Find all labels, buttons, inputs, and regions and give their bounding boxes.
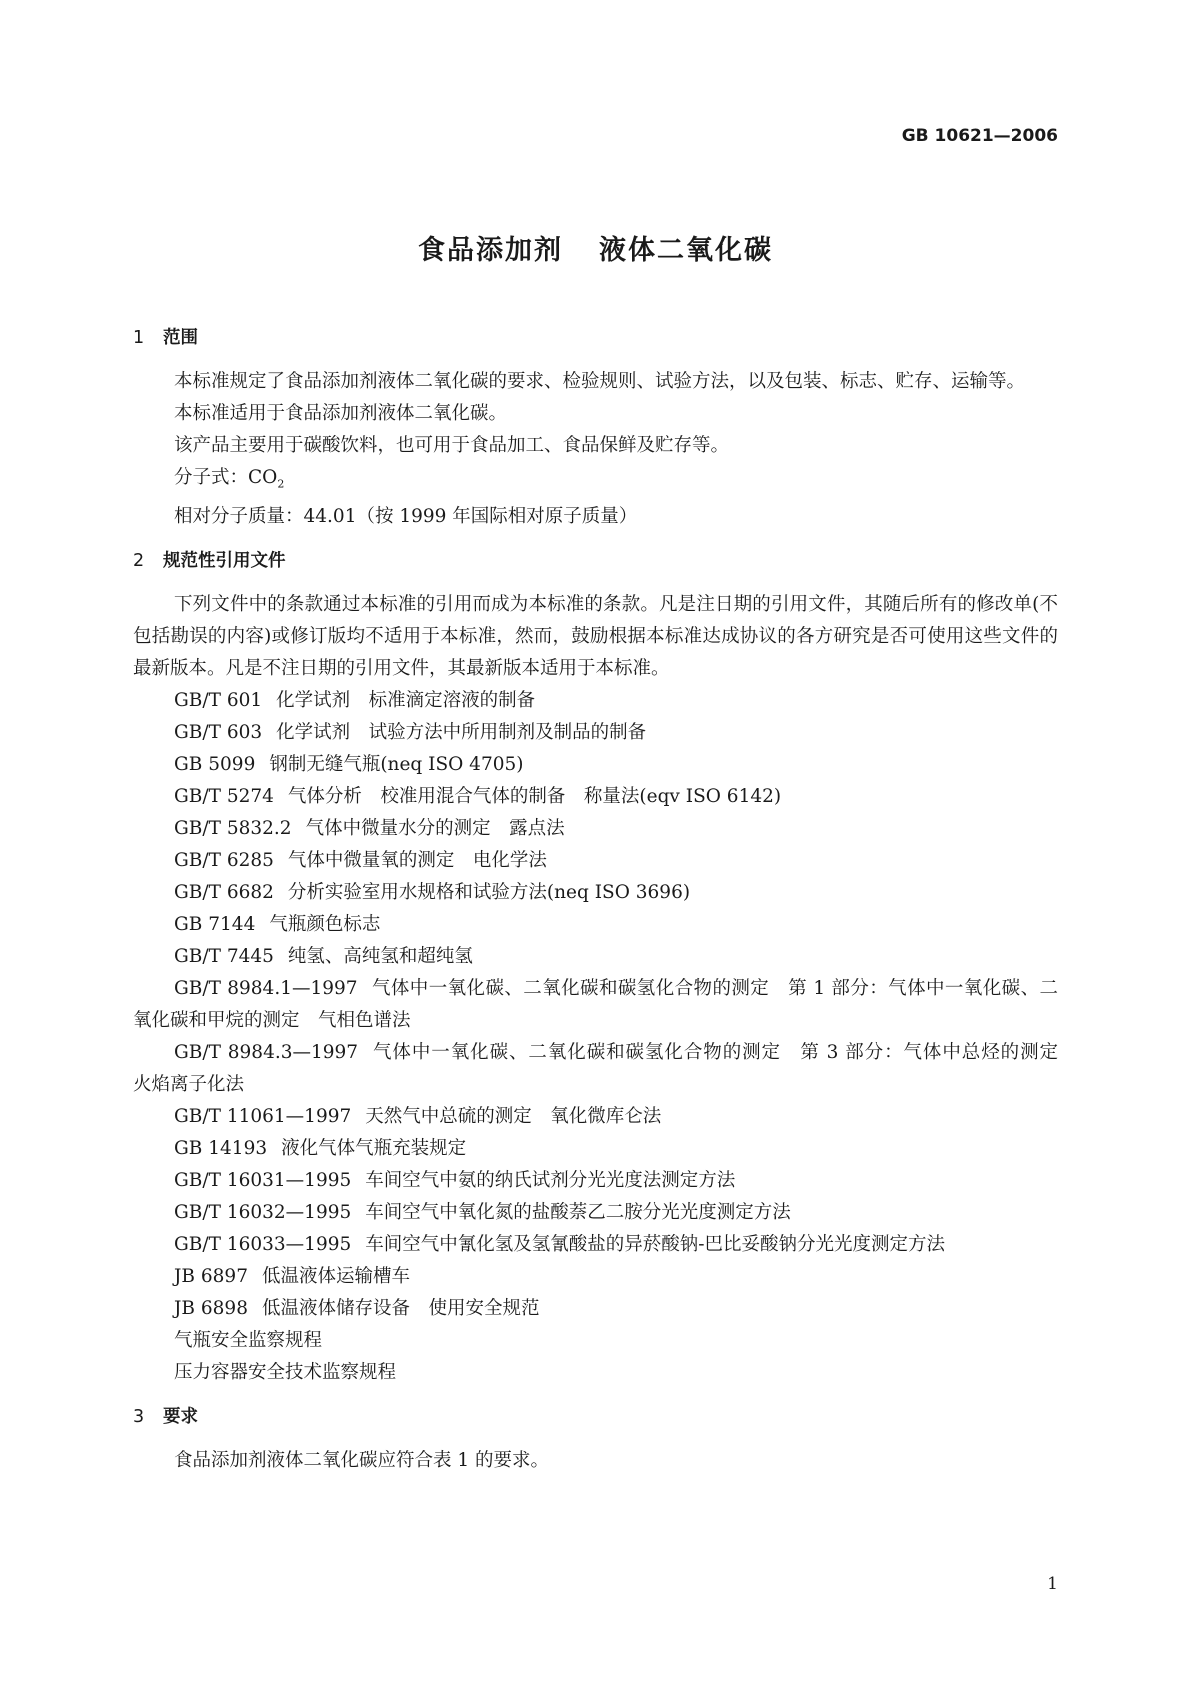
section-3-heading [133,1401,1058,1433]
reference-item: GB 7144 气瓶颜色标志 [174,913,381,935]
paragraph: 该产品主要用于碳酸饮料，也可用于食品加工、食品保鲜及贮存等。 [174,435,730,456]
reference-item: GB 14193 液化气体气瓶充装规定 [174,1137,467,1159]
reference-item: GB/T 7445 纯氢、高纯氢和超纯氢 [174,945,473,967]
title-part-2: 液体二氧化碳 [599,235,773,266]
paragraph: 本标准规定了食品添加剂液体二氧化碳的要求、检验规则、试验方法，以及包装、标志、贮存、运输等。 [174,371,1026,392]
document-body [133,322,1077,1477]
reference-item: GB/T 5274 气体分析 校准用混合气体的制备 称量法(eqv ISO 6142) [174,785,782,807]
reference-item: 气瓶安全监察规程 [174,1329,323,1351]
reference-item: GB/T 16032—1995 车间空气中氧化氮的盐酸萘乙二胺分光光度测定方法 [174,1201,791,1223]
reference-item: GB/T 603 化学试剂 试验方法中所用制剂及制品的制备 [174,721,647,743]
paragraph: 下列文件中的条款通过本标准的引用而成为本标准的条款。凡是注日期的引用文件，其随后所有的修改单(不包括勘误的内容)或修订版均不适用于本标准，然而，鼓励根据本标准达成协议的各方研究是否可使用这些文件的最新版本。凡是不注日期的引用文件，其最新版本适用于本标准。 [133,593,1058,679]
section-title: 要求 [163,1406,198,1427]
standard-code: GB 10621—2006 [901,126,1058,146]
page-number: 1 [1047,1574,1058,1594]
section-title: 规范性引用文件 [163,550,286,571]
title-part-1: 食品添加剂 [418,235,563,266]
reference-item: GB/T 8984.3—1997 气体中一氧化碳、二氧化碳和碳氢化合物的测定 第 3 部分：气体中总烃的测定 火焰离子化法 [133,1041,1077,1095]
molecular-mass: 相对分子质量：44.01（按 1999 年国际相对原子质量） [174,505,638,527]
reference-item: GB/T 6285 气体中微量氧的测定 电化学法 [174,849,547,871]
reference-item: 压力容器安全技术监察规程 [174,1361,397,1383]
reference-item: JB 6898 低温液体储存设备 使用安全规范 [174,1297,540,1319]
reference-item: GB/T 11061—1997 天然气中总硫的测定 氧化微库仑法 [174,1105,662,1127]
section-1-heading [133,322,1058,354]
paragraph: 本标准适用于食品添加剂液体二氧化碳。 [174,403,508,424]
paragraph: 食品添加剂液体二氧化碳应符合表 1 的要求。 [174,1449,550,1471]
section-number: 2 [133,550,145,571]
reference-item: GB/T 16031—1995 车间空气中氨的纳氏试剂分光光度法测定方法 [174,1169,736,1191]
reference-item: GB/T 601 化学试剂 标准滴定溶液的制备 [174,689,536,711]
section-title: 范围 [163,328,198,348]
reference-item: GB 5099 钢制无缝气瓶(neq ISO 4705) [174,753,524,775]
reference-item: GB/T 8984.1—1997 气体中一氧化碳、二氧化碳和碳氢化合物的测定 第 1 部分：气体中一氧化碳、二氧化碳和甲烷的测定 气相色谱法 [133,977,1058,1031]
reference-item: GB/T 6682 分析实验室用水规格和试验方法(neq ISO 3696) [174,881,691,903]
section-number: 3 [133,1406,145,1427]
reference-item: JB 6897 低温液体运输槽车 [174,1265,410,1287]
reference-item: GB/T 5832.2 气体中微量水分的测定 露点法 [174,817,565,839]
molecular-formula: 分子式：$CO_2$ [174,467,285,491]
document-title [0,228,1191,267]
section-2-heading [133,545,1058,577]
reference-item: GB/T 16033—1995 车间空气中氰化氢及氢氰酸盐的异菸酸钠-巴比妥酸钠分光光度测定方法 [174,1233,946,1255]
section-number: 1 [133,328,145,348]
